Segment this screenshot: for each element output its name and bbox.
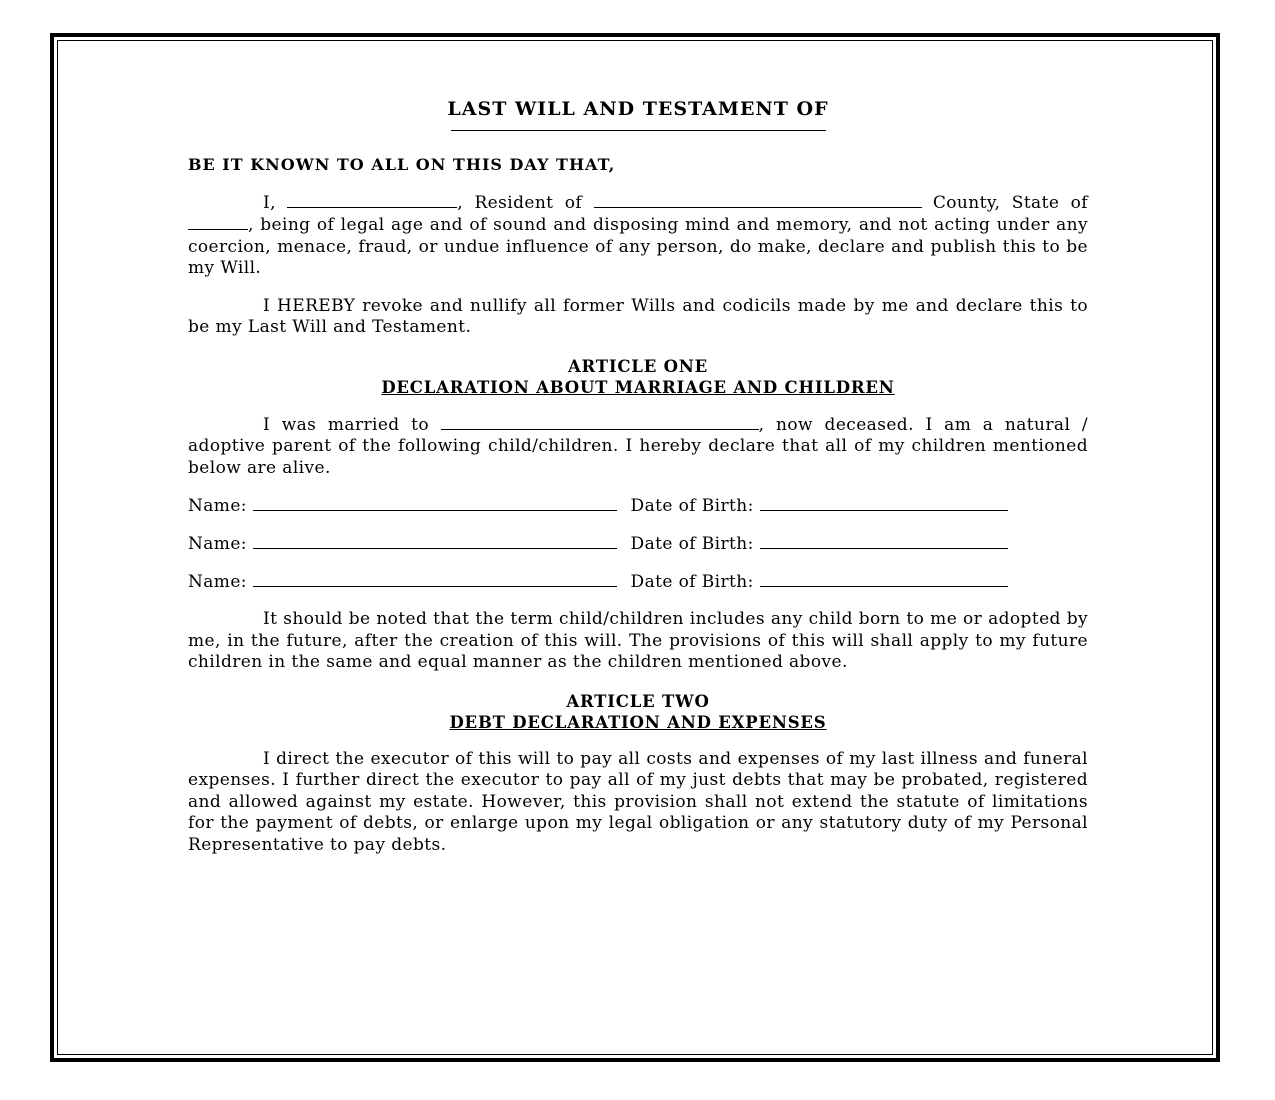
testator-name-field[interactable]: [287, 192, 457, 208]
child-dob-field[interactable]: [760, 571, 1008, 587]
declaration-paragraph: [188, 192, 1088, 280]
child-dob-label: Date of Birth:: [630, 496, 754, 516]
revocation-paragraph: I HEREBY revoke and nullify all former Wills and codicils made by me and declare this to be my Last Will and Testament.: [188, 295, 1088, 337]
child-name-field[interactable]: [253, 495, 617, 511]
declaration-text-d: , being of legal age and of sound and disposing mind and memory, and not acting under any coercion, menace, fraud, or undue influence of any person, do make, declare and publish this to be my Will.: [188, 215, 1088, 278]
marriage-paragraph: [188, 414, 1088, 480]
article-two-heading: [188, 691, 1088, 733]
article-two-subtitle: DEBT DECLARATION AND EXPENSES: [449, 712, 827, 732]
child-dob-label: Date of Birth:: [630, 534, 754, 554]
intro-heading: BE IT KNOWN TO ALL ON THIS DAY THAT,: [188, 155, 616, 174]
declaration-text-b: , Resident of: [457, 192, 583, 213]
child-row: [188, 571, 1088, 593]
article-one-title: ARTICLE ONE: [567, 356, 709, 376]
child-name-field[interactable]: [253, 533, 617, 549]
child-dob-field[interactable]: [760, 495, 1008, 511]
child-dob-field[interactable]: [760, 533, 1008, 549]
state-field[interactable]: [188, 214, 248, 230]
child-name-field[interactable]: [253, 571, 617, 587]
spouse-name-field[interactable]: [441, 414, 759, 430]
document-body: [188, 95, 1088, 856]
child-dob-label: Date of Birth:: [630, 572, 754, 592]
child-row: [188, 495, 1088, 517]
testator-name-blank[interactable]: [451, 130, 826, 131]
child-name-label: Name:: [188, 572, 247, 592]
marriage-text-b: , now deceased. I am a natural / adoptive parent of the following child/children. I hereby declare that all of my children mentioned below are alive.: [188, 414, 1088, 478]
declaration-text-c: County, State of: [932, 192, 1088, 213]
marriage-text-a: I was married to: [263, 414, 430, 435]
article-one-subtitle: DECLARATION ABOUT MARRIAGE AND CHILDREN: [381, 377, 895, 397]
future-children-paragraph: It should be noted that the term child/children includes any child born to me or adopted by me, in the future, after the creation of this will. The provisions of this will shall apply to my future children in the same and equal manner as the children mentioned above.: [188, 609, 1088, 672]
child-row: [188, 533, 1088, 555]
document-title: LAST WILL AND TESTAMENT OF: [447, 98, 829, 120]
article-two-title: ARTICLE TWO: [566, 691, 710, 711]
declaration-text-a: I,: [263, 192, 276, 213]
article-one-heading: [188, 356, 1088, 398]
child-name-label: Name:: [188, 496, 247, 516]
debts-paragraph: I direct the executor of this will to pay all costs and expenses of my last illness and funeral expenses. I further direct the executor to pay all of my just debts that may be probated, registered and allowed against my estate. However, this provision shall not extend the statute of limitations for the payment of debts, or enlarge upon my legal obligation or any statutory duty of my Personal Representative to pay debts.: [188, 748, 1088, 855]
county-field[interactable]: [594, 192, 922, 208]
child-name-label: Name:: [188, 534, 247, 554]
